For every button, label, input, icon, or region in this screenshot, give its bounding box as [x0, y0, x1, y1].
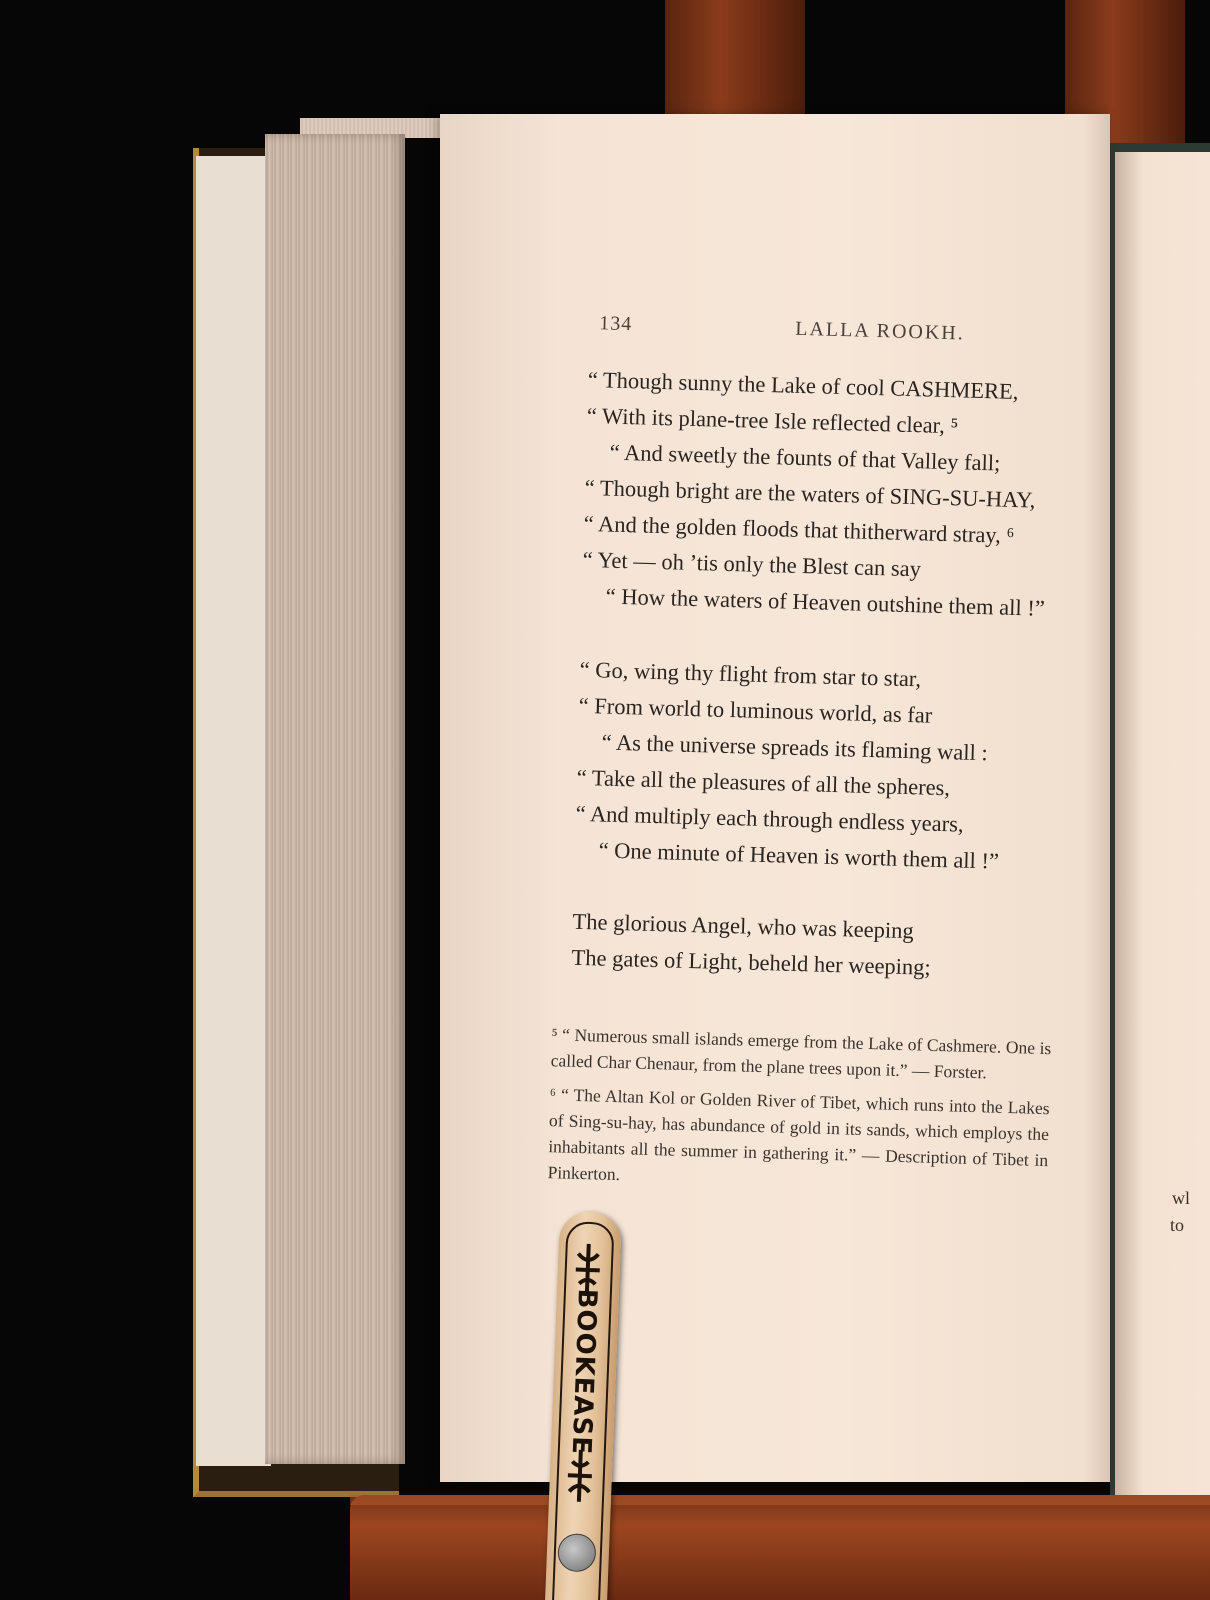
verse-line: “ Go, wing thy flight from star to star, [579, 656, 922, 692]
footnotes [547, 1021, 1052, 1207]
right-page-fragment: to [1170, 1215, 1185, 1235]
stanza-3 [571, 904, 1093, 990]
verse-line: “ With its plane-tree Isle reflected clear, ⁵ [586, 402, 959, 439]
verse-line: “ Take all the pleasures of all the spheres, [576, 764, 951, 801]
footnote-6: ⁶ “ The Altan Kol or Golden River of Tibet, which runs into the Lakes of Sing-su-hay, has abundance of gold in its sands, which employs the inhabitants all the summer in gathering it.” — Description of Tibet in Pinkerton. [547, 1084, 1050, 1185]
stand-post-left [665, 0, 805, 130]
verse-line: “ Though sunny the Lake of cool CASHMERE, [587, 366, 1019, 404]
bookmark-brand: BOOKEASE [565, 1288, 603, 1456]
verse-line: The glorious Angel, who was keeping [572, 908, 915, 944]
verse-line: “ Though bright are the waters of SING-SU-HAY, [584, 474, 1036, 513]
verse-line: “ Yet — oh ’tis only the Blest can say [582, 546, 922, 582]
right-page-fragment: wl [1172, 1188, 1190, 1208]
stand-ledge-lip [350, 1495, 1210, 1505]
verse-line: “ And sweetly the founts of that Valley fall; [609, 439, 1001, 476]
running-title: LALLA ROOKH. [794, 317, 966, 345]
footnote-5: ⁵ “ Numerous small islands emerge from the Lake of Cashmere. One is called Char Chenaur, from the plane trees upon it.” — Forster. [550, 1024, 1052, 1083]
stanza-2 [574, 652, 1100, 882]
stand-ledge [350, 1495, 1210, 1600]
verse-line: “ And the golden floods that thitherward stray, ⁶ [583, 510, 1015, 548]
verse-line: “ As the universe spreads its flaming wall : [601, 729, 989, 766]
stanza-1 [581, 362, 1108, 628]
page-edges [265, 134, 405, 1464]
verse-line: “ How the waters of Heaven outshine them all !” [605, 583, 1046, 621]
verse-line: “ One minute of Heaven is worth them all !” [598, 837, 1000, 874]
verse-line: “ And multiply each through endless years, [575, 800, 964, 837]
verse-line: The gates of Light, beheld her weeping; [571, 944, 932, 980]
verse-line: “ From world to luminous world, as far [578, 692, 933, 728]
page-number: 134 [599, 312, 633, 336]
right-page [1115, 152, 1210, 1502]
flyleaf [196, 156, 271, 1466]
fleur-logo-icon [561, 1445, 599, 1506]
